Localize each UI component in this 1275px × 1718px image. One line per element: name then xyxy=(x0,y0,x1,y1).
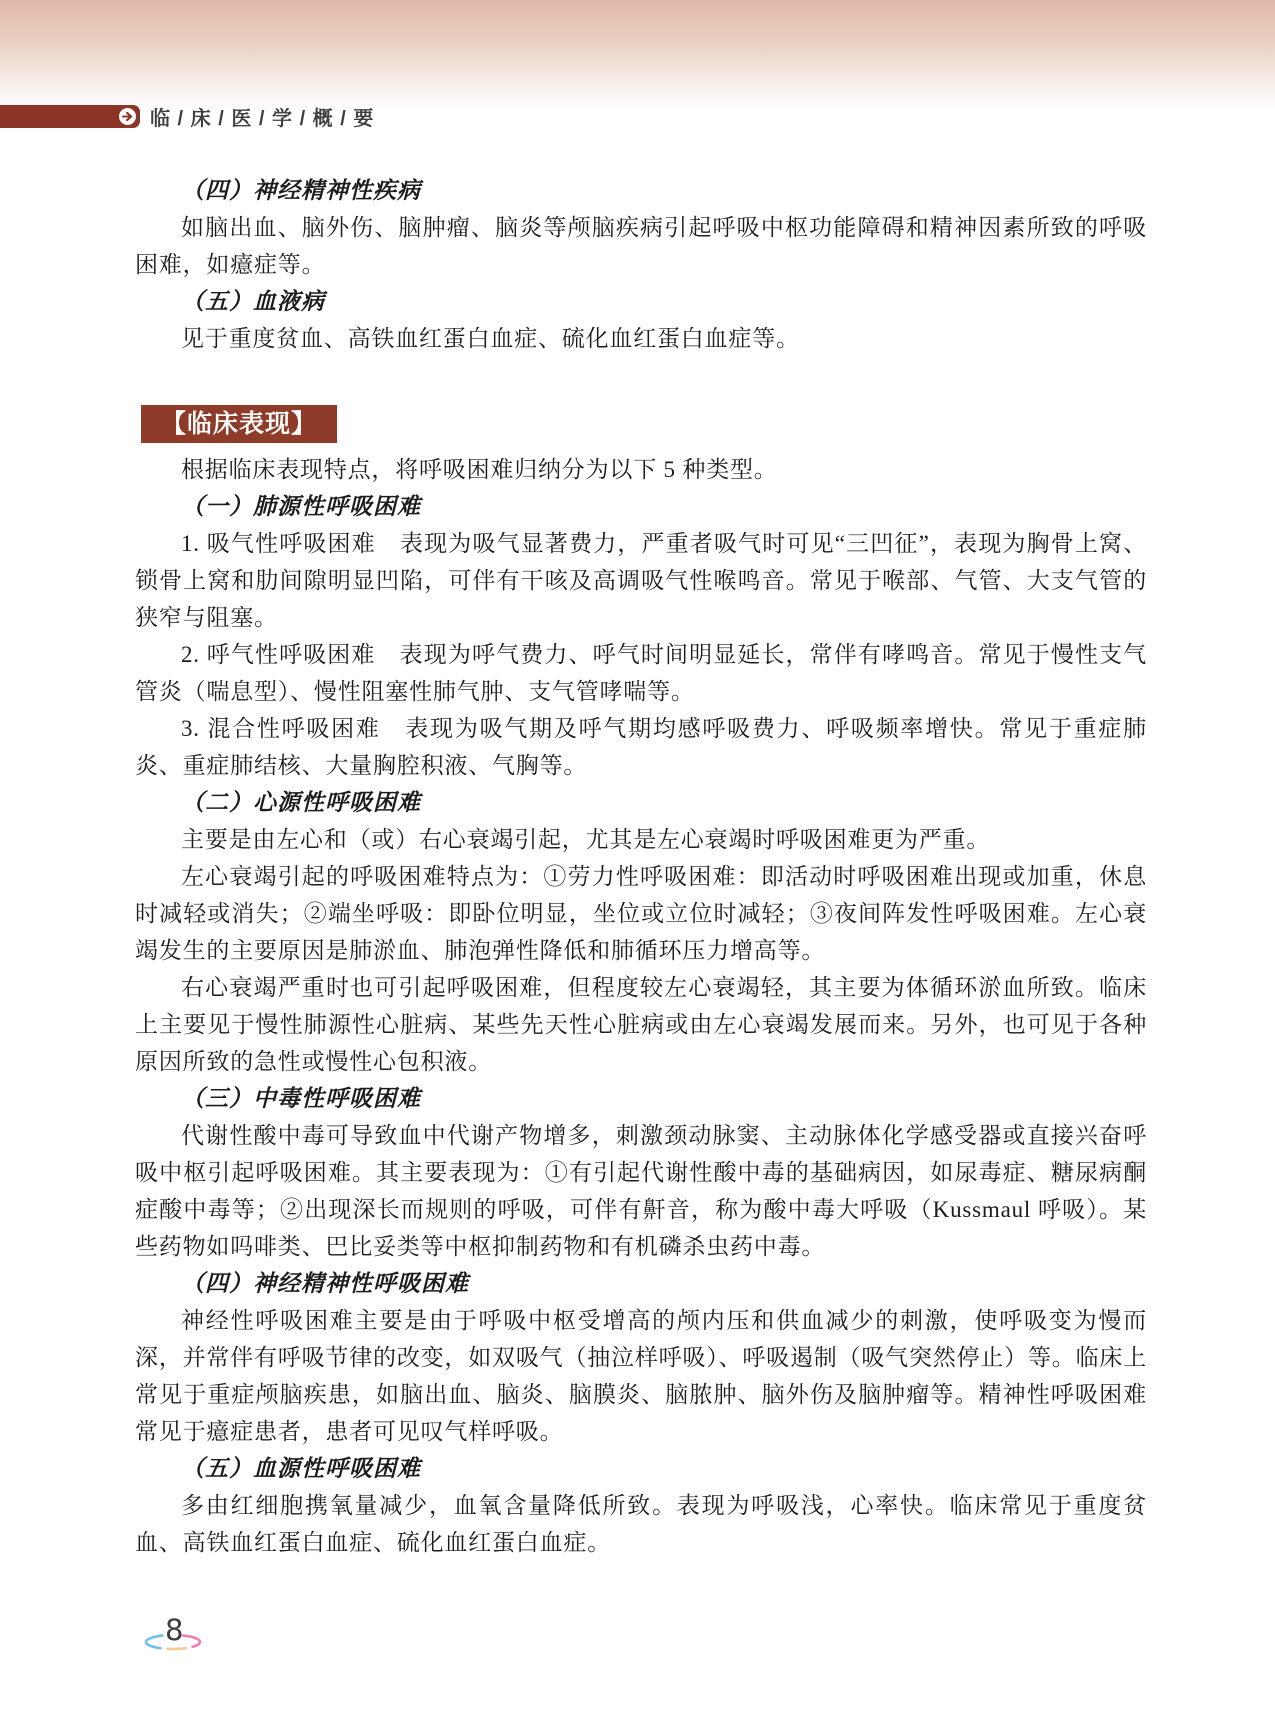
subheading-blood-disease: （五）血液病 xyxy=(181,289,325,314)
paragraph-right-heart-failure: 右心衰竭严重时也可引起呼吸困难，但程度较左心衰竭轻，其主要为体循环淤血所致。临床上主要见于慢性肺源性心脏病、某些先天性心脏病或由左心衰竭发展而来。另外，也可见于各种原因所致的急性或慢性心包积液。 xyxy=(135,975,1147,1074)
paragraph-cardiac-overview: 主要是由左心和（或）右心衰竭引起，尤其是左心衰竭时呼吸困难更为严重。 xyxy=(181,827,991,852)
paragraph-toxic-dyspnea: 代谢性酸中毒可导致血中代谢产物增多，刺激颈动脉窦、主动脉体化学感受器或直接兴奋呼吸中枢引起呼吸困难。其主要表现为：①有引起代谢性酸中毒的基础病因，如尿毒症、糖尿病酮症酸中毒等；②出现深长而规则的呼吸，可伴有鼾音，称为酸中毒大呼吸（Kussmaul 呼吸）。某些药物如吗啡类、巴比妥类等中枢抑制药物和有机磷杀虫药中毒。 xyxy=(135,1123,1147,1259)
paragraph-intro-types: 根据临床表现特点，将呼吸困难归纳分为以下 5 种类型。 xyxy=(181,457,778,482)
page-body xyxy=(135,172,1147,1561)
chapter-tab-bar xyxy=(0,105,140,128)
page-number: 8 xyxy=(165,1613,184,1647)
book-title: 临 / 床 / 医 / 学 / 概 / 要 xyxy=(150,107,375,130)
subheading-cardiac-dyspnea: （二）心源性呼吸困难 xyxy=(181,790,421,815)
paragraph-left-heart-failure: 左心衰竭引起的呼吸困难特点为：①劳力性呼吸困难：即活动时呼吸困难出现或加重，休息时减轻或消失；②端坐呼吸：即卧位明显，坐位或立位时减轻；③夜间阵发性呼吸困难。左心衰竭发生的主要原因是肺淤血、肺泡弹性降低和肺循环压力增高等。 xyxy=(135,864,1147,963)
page-header xyxy=(0,104,374,128)
paragraph-hematogenous-dyspnea: 多由红细胞携氧量减少，血氧含量降低所致。表现为呼吸浅，心率快。临床常见于重度贫血、高铁血红蛋白血症、硫化血红蛋白血症。 xyxy=(135,1493,1147,1555)
paragraph-neuropsychiatric-dyspnea: 神经性呼吸困难主要是由于呼吸中枢受增高的颅内压和供血减少的刺激，使呼吸变为慢而深，并常伴有呼吸节律的改变，如双吸气（抽泣样呼吸）、呼吸遏制（吸气突然停止）等。临床上常见于重症颅脑疾患，如脑出血、脑炎、脑膜炎、脑脓肿、脑外伤及脑肿瘤等。精神性呼吸困难常见于癔症患者，患者可见叹气样呼吸。 xyxy=(135,1308,1147,1444)
subheading-neuropsychiatric-dyspnea: （四）神经精神性呼吸困难 xyxy=(181,1271,469,1296)
paragraph-nerve-disease: 如脑出血、脑外伤、脑肿瘤、脑炎等颅脑疾病引起呼吸中枢功能障碍和精神因素所致的呼吸困难，如癔症等。 xyxy=(135,215,1147,277)
paragraph-expiratory-dyspnea: 2. 呼气性呼吸困难 表现为呼气费力、呼气时间明显延长，常伴有哮鸣音。常见于慢性支气管炎（喘息型）、慢性阻塞性肺气肿、支气管哮喘等。 xyxy=(135,642,1147,704)
subheading-pulmonary-dyspnea: （一）肺源性呼吸困难 xyxy=(181,494,421,519)
subheading-hematogenous-dyspnea: （五）血源性呼吸困难 xyxy=(181,1456,421,1481)
paragraph-mixed-dyspnea: 3. 混合性呼吸困难 表现为吸气期及呼气期均感呼吸费力、呼吸频率增快。常见于重症肺炎、重症肺结核、大量胸腔积液、气胸等。 xyxy=(135,716,1147,778)
header-gradient xyxy=(0,0,1275,112)
subheading-nerve-disease: （四）神经精神性疾病 xyxy=(181,178,421,203)
paragraph-blood-disease: 见于重度贫血、高铁血红蛋白血症、硫化血红蛋白血症等。 xyxy=(181,326,800,351)
paragraph-inspiratory-dyspnea: 1. 吸气性呼吸困难 表现为吸气显著费力，严重者吸气时可见“三凹征”，表现为胸骨上窝、锁骨上窝和肋间隙明显凹陷，可伴有干咳及高调吸气性喉鸣音。常见于喉部、气管、大支气管的狭窄与阻塞。 xyxy=(135,531,1147,630)
page-number-ornament xyxy=(142,1614,204,1654)
subheading-toxic-dyspnea: （三）中毒性呼吸困难 xyxy=(181,1086,421,1111)
section-title-clinical-manifestation: 【临床表现】 xyxy=(141,405,337,443)
arrow-right-icon xyxy=(119,108,136,125)
